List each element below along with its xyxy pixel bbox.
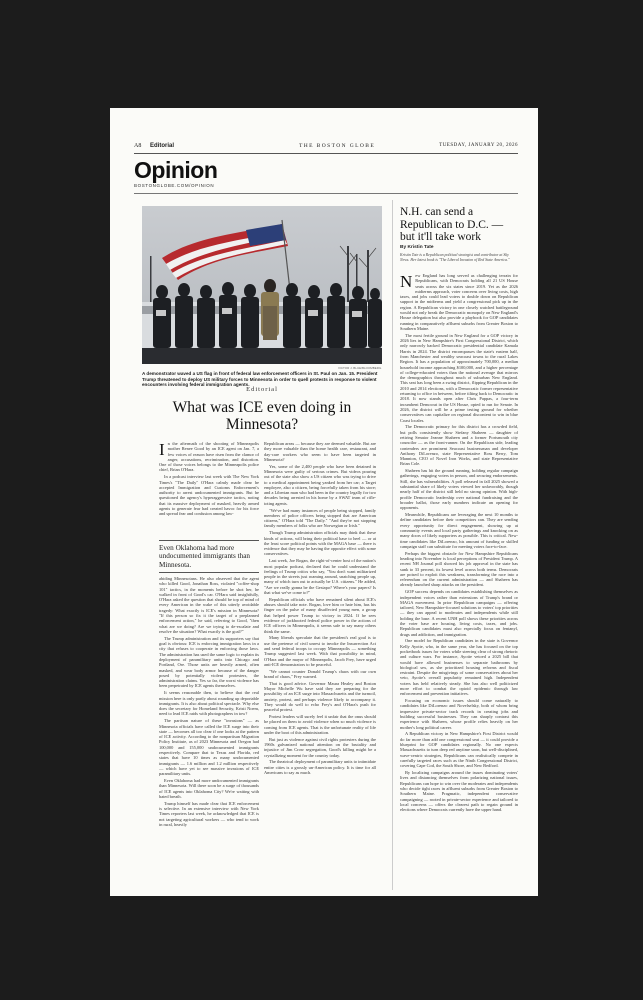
pull-quote: Even Oklahoma had more undocumented immigrants than Minnesota. [159, 540, 259, 573]
opinion-title: Opinion [134, 157, 218, 183]
editorial-paragraph: The partisan nature of these "invasions" — as Minnesota officials have called the ICE surge into their state — becomes all too clear if one looks at the pattern of ICE activity. According to the nonpartisan Migration Policy Institute, as of 2023 Minnesota and Oregon had 100,000 and 155,000 undocumented immigrants respectively. Compare that to Texas and Florida, red states that have 10 times as many undocumented immigrants — 1.6 million and 1.2 million respectively — which have yet to see massive invasions of ICE paramilitary units. [159, 718, 259, 777]
editorial-paragraph: The theatrical deployment of paramilitary units to intimidate entire cities is a grossly un-American policy. It is time for all Americans to say as much. [264, 759, 376, 776]
header-rule [134, 153, 518, 154]
editorial-paragraph: Republican areas — because they are deemed valuable. But are they more valuable than the home health care, restaurant, and day-care workers who seem to have been targeted in Minnesota? [264, 441, 376, 462]
op-ed-paragraph: Focusing on economic issues should come naturally to candidates like DiLorenzo and Novelselsky, both of whom bring impressive private-sector track records in creating jobs and building successful businesses. They can sharply contrast this experience with Shaheen, whose profile relies heavily on her mother's long political career. [400, 698, 518, 730]
editorial-paragraph: But just as violence against civil rights protesters during the 1960s galvanized national attention on the brutality and injustice of Jim Crow segregation, Good's killing might be a crystallizing moment for the country today. [264, 736, 376, 758]
photo-credit: VICTOR J. BLUE/BLOOMBERG [338, 366, 382, 370]
op-ed-paragraph: The Democratic primary for this district has a crowded field, but polls consistently show Stefany Shaheen — daughter of retiring Senator Jeanne Shaheen and a former Portsmouth city councilor — as the front-runner. On the Republican side, leading contenders are prominent Seacoast businessman and developer Anthony DiLorenzo, state Representative Ross Berry, Tom Mannion, CEO of Novel Iron Works, and state Representative Brian Cole. [400, 424, 518, 467]
protest-photo [142, 206, 382, 364]
editorial-paragraph: Yes, some of the 2,400 people who have been detained in Minnesota were guilty of serious crimes. But videos pouring out of the state also show a US citizen who was trying to drive to a medical appointment being yanked from her car; a Target employee, also a citizen, being forcefully taken from his store; and a Liberian man who had been in the country legally for two decades being arrested in his home by a SWAT team of rifle-toting agents. [264, 463, 376, 506]
opinion-url: BOSTONGLOBE.COM/OPINION [134, 183, 215, 188]
editorial-paragraph: That is good advice. Governor Maura Healey and Boston Mayor Michelle Wu have said they are preparing for the possibility of an ICE surge into Massachusetts and the turmoil, anxiety, protest, and perhaps violence likely to accompany it. They would do well to echo Frey's and O'Hara's push for peaceful protest. [264, 680, 376, 713]
op-ed-paragraph: ew England has long served as challenging terrain for Republicans, with Democrats holding all 21 US House seats across the six states since 2019. Yet as the 2026 midterms approach, voter concerns over living costs, high taxes, and jobs could lead voters to double down on Republican support in the midterms and yield a congressional pick up in the region. A Republican victory in one closely watched battleground would not only break the Democratic monopoly on New England's House delegation but also provide a playbook for GOP candidates running in comparatively affluent suburbs from Greater Boston to Southern Maine. [400, 273, 518, 331]
page-header [134, 143, 518, 153]
editorial-paragraph: Republican officials who have remained silent about ICE's abuses should take note. Rogan, love him or hate him, has his finger on the pulse of many disaffected young men, a group that helped power Trump to victory in 2024. If he sees evidence of jackbooted federal police power in the actions of ICE officers in Minneapolis, it seems safe to say many others think the same. [264, 596, 376, 634]
editorial-label: Editorial [246, 386, 278, 393]
editorial-paragraph: It seems reasonable then, to believe that the real mission here is only partly about rounding up deportable immigrants. It is also about political spectacle. Why else does the secretary for Homeland Security, Kristi Noem, need to lead ICE raids with photographers in tow? [159, 690, 259, 717]
editorial-headline: What was ICE even doing in Minnesota? [172, 399, 352, 433]
masthead-rule [134, 193, 518, 194]
op-ed-paragraph: Perhaps the biggest obstacle for New Hampshire Republicans heading into November is local perceptions of President Trump. A recent NH Journal poll showed his job approval in the state has sunk to 33 percent, its lowest level across both terms. Democrats are poised to exploit this weakness, transforming the race into a referendum on the current administration — and Shaheen has already launched sharp attacks on the president. [400, 550, 518, 588]
editorial-paragraph: Trump himself has made clear that ICE enforcement is selective. In an extensive interview with New York Times reporters last week, he acknowledged that ICE is not targeting agricultural workers — who tend to work in rural, heavily [159, 800, 259, 827]
editorial-paragraph: Last week, Joe Rogan, the right-of-center host of the nation's most popular podcast, declared that he could understand the feelings of Trump critics who say, "You don't want militarized people in the streets just roaming around, snatching people up, many of which turn out to actually be U.S. citizens." He added, "Are we really gonna be the Gestapo? Where's your papers? Is that what we've come to?" [264, 558, 376, 596]
op-ed-paragraph: A Republican victory in New Hampshire's First District would do far more than add one congressional seat — it could provide a blueprint for GOP candidates regionally. No one expects Massachusetts to turn deep red anytime soon, but well-disciplined, wave-centric strategies, Republicans can realistically compete in carefully targeted races such as the Ninth Congressional District, covering Cape Cod, the South Shore, and New Bedford. [400, 731, 518, 769]
op-ed-byline: By Kristin Tate [400, 245, 434, 250]
section-name: Editorial [150, 143, 175, 149]
editorial-paragraph: abiding Minnesotans. He also observed that the agent who killed Good, Jonathan Ross, violated "coffee-shop 101" tactics, in the moments before he shot her, he walked in front of Good's car. O'Hara said insightfully, O'Hara asked the question that should be top of mind of every American in the wake of this utterly avoidable tragedy: What exactly is ICE's mission in Minnesota? "If this person so fix it the target of a preplanned enforcement action," he said, referring to Good, "then what are we doing? Are we trying to de-escalate and resolve the situation? What exactly is the goal?" [159, 576, 259, 634]
editorial-paragraph: "We've had many instances of people being stopped, family members of police officers being stopped that are American citizens," O'Hara told "The Daily." "And they're not stopping family members of folks who are Norwegian or Irish." [264, 507, 376, 529]
op-ed-paragraph: By localizing campaigns around the issues dominating voters' lives and distancing themselves from polarizing national issues, Republicans can hope to win over the moderates and independents who decide tight races in affluent suburbs from Greater Boston to Southern Maine. Pragmatic, independent conservative campaigning — rooted in private-sector experience and tailored to local concerns — offers the clearest path to regain ground in elections where Democrats currently have the upper hand. [400, 770, 518, 813]
editorial-paragraph: In a podcast interview last week with The New York Times's "The Daily" O'Hara calmly made clear he accepted Immigration and Customs Enforcement's authority to arrest undocumented immigrants. But he questioned the agency's hyperaggressive tactics, noting that its massive deployment of masked, heavily armed agents to generate fear had created havoc for his force and spread fear and confusion among law- [159, 474, 259, 517]
newspaper-name: THE BOSTON GLOBE [299, 143, 376, 149]
photo-caption: A demonstrator waved a US flag in front of federal law enforcement officers in St. Paul on Jan. 15. President Trump threatened to deploy US military forces to Minnesota in order to quell protests in response to violent encounters involving federal immigration agents. [142, 371, 378, 388]
op-ed-author-bio: Kristin Tate is a Republican political strategist and contributor at Sky News. Her latest book is "The Liberal Invasion of Red State America." [400, 253, 510, 262]
newspaper-page [110, 108, 538, 896]
editorial-column-1b [159, 576, 259, 881]
op-ed-paragraph: Meanwhile, Republicans are leveraging the next 10 months to define candidates before their competitors can. They are sending every opportunity for direct engagement, showing up at community events and local party gatherings and knocking on as many doors of likely supporters as possible. This is critical. New-time candidates like DiLorenzo, his amount of funding or skilled campaign staff can substitute for meeting voters face-to-face. [400, 512, 518, 549]
editorial-paragraph: Even Oklahoma had more undocumented immigrants than Minnesota. Will there soon be a surge of thousands of ICE agents into Oklahoma City? We're waiting with bated breath. [159, 777, 259, 799]
editorial-paragraph: n the aftermath of the shooting of Minneapolis mother Renee Good by an ICE agent on Jan. 7, a few voices of reason have risen from the clamor of anger, accusations, recrimination, and distortion. One of those voices belongs to the Minneapolis police chief, Brian O'Hara. [159, 441, 259, 473]
op-ed-headline: N.H. can send a Republican to D.C. — but it'll take work [400, 206, 504, 244]
column-divider [392, 200, 393, 890]
op-ed-paragraph: Shaheen has hit the ground running, holding regular campaign gatherings, engaging voters in person, and securing endorsements. Still, she has vulnerabilities. A poll released in fall 2025 showed a substantial share of likely voters viewed her unfavorably, though nearly half of the district still held no strong opinion. With high-profile Democratic leadership over national fundraising and the broader ballot, those early numbers indicate an opening for opponents. [400, 468, 518, 511]
op-ed-paragraph: One model for Republican candidates in the state is Governor Kelly Ayotte, who, in the same year, she has focused on the top pocketbook issues for voters while steering clear of strong rhetoric and culture wars. For instance, Ayotte vetoed a 2025 bill that would have allowed businesses to separate bathrooms by biological sex, as she prioritized housing reforms and fiscal restraint. Despite the misgivings of some conservatives about her veto, Ayotte's overall popularity remained high. Independent voters has held relatively steady. She has also well politicized more effort to combat the opioid epidemic through law enforcement and prevention initiatives. [400, 638, 518, 697]
editorial-paragraph: Many liberals speculate that the president's real goal is to use the pretense of civil unrest to invoke the Insurrection Act and send federal troops to occupy Minneapolis — something Trump suggested last week. With that possibility in mind, O'Hara and the mayor of Minneapolis, Jacob Frey, have urged anti-ICE demonstrators to be peaceful. [264, 635, 376, 667]
protest-photo-illustration [142, 206, 382, 364]
op-ed-paragraph: GOP success depends on candidates establishing themselves as independent voices rather than extensions of Trump's brand or MAGA movement. In prior Republican campaigns — offering tailored, New Hampshire-focused solutions to voters' top priorities — they can appeal to moderates and independents while still holding the base. A recent UNH poll shows these priorities across the voter base are housing, living costs, taxes, and jobs. Republican candidates must also especially focus on fentanyl, drugs and addiction, and immigration. [400, 589, 518, 637]
editorial-paragraph: "We cannot counter Donald Trump's chaos with our own brand of chaos," Frey warned. [264, 668, 376, 679]
page-number: A8 [134, 143, 142, 149]
op-ed-column [400, 273, 518, 881]
editorial-column-1a [159, 441, 259, 537]
op-ed-dropcap: N [400, 273, 413, 291]
issue-date: TUESDAY, JANUARY 20, 2026 [439, 143, 518, 148]
editorial-column-2 [264, 441, 376, 881]
op-ed-paragraph: The most fertile ground in New England for a GOP victory in 2026 lies in New Hampshire's First Congressional District, which only narrowly backed Democratic presidential candidate Kamala Harris in 2024. The district encompasses the state's eastern half, from Manchester and wealthy seacoast towns to the rural Lakes Region. It has a population of approximately 700,000, a median household income approaching $100,000, and a higher percentage of college-educated voters than the national average that mirrors the demographics throughout much of suburban New England. This seat has long been a swing district, flipping Republican in the 2010 and 2014 elections, with a Democratic former representative returning to office in between, before tilting back to Democratic in 2018. It now stands open after Chris Pappas, a four-term incumbent Democrat in the US House, opted to run for Senate. In 2026, the district will be a prime testing ground for whether conservatives can capitalize on regional discontent to win in blue Coast locales. [400, 332, 518, 423]
editorial-dropcap: I [159, 441, 165, 459]
editorial-paragraph: Protest leaders will surely feel it unfair that the onus should be placed on them to avoid violence when so much violence is coming from ICE agents. That is the unfortunate reality of life under the boot of this administration. [264, 714, 376, 735]
editorial-paragraph: Though Trump administration officials may think that these kinds of actions, will bring their political base to heel — or at the least score political points with the MAGA base — there is evidence that they may be having the opposite effect with some conservatives. [264, 530, 376, 557]
editorial-paragraph: The Trump administration and its supporters say that goal is obvious: ICE is enforcing immigration laws in a city that refuses to cooperate in enforcing those laws. The administration has used the same logic to explain its deployment of paramilitary units into Chicago and Portland, Ore. Those units are heavily armed, often masked, and wear body armor because of the danger posed by potentially violent protesters, the administration claims. Yes so far, the worst violence has been perpetrated by ICE agents themselves. [159, 635, 259, 689]
